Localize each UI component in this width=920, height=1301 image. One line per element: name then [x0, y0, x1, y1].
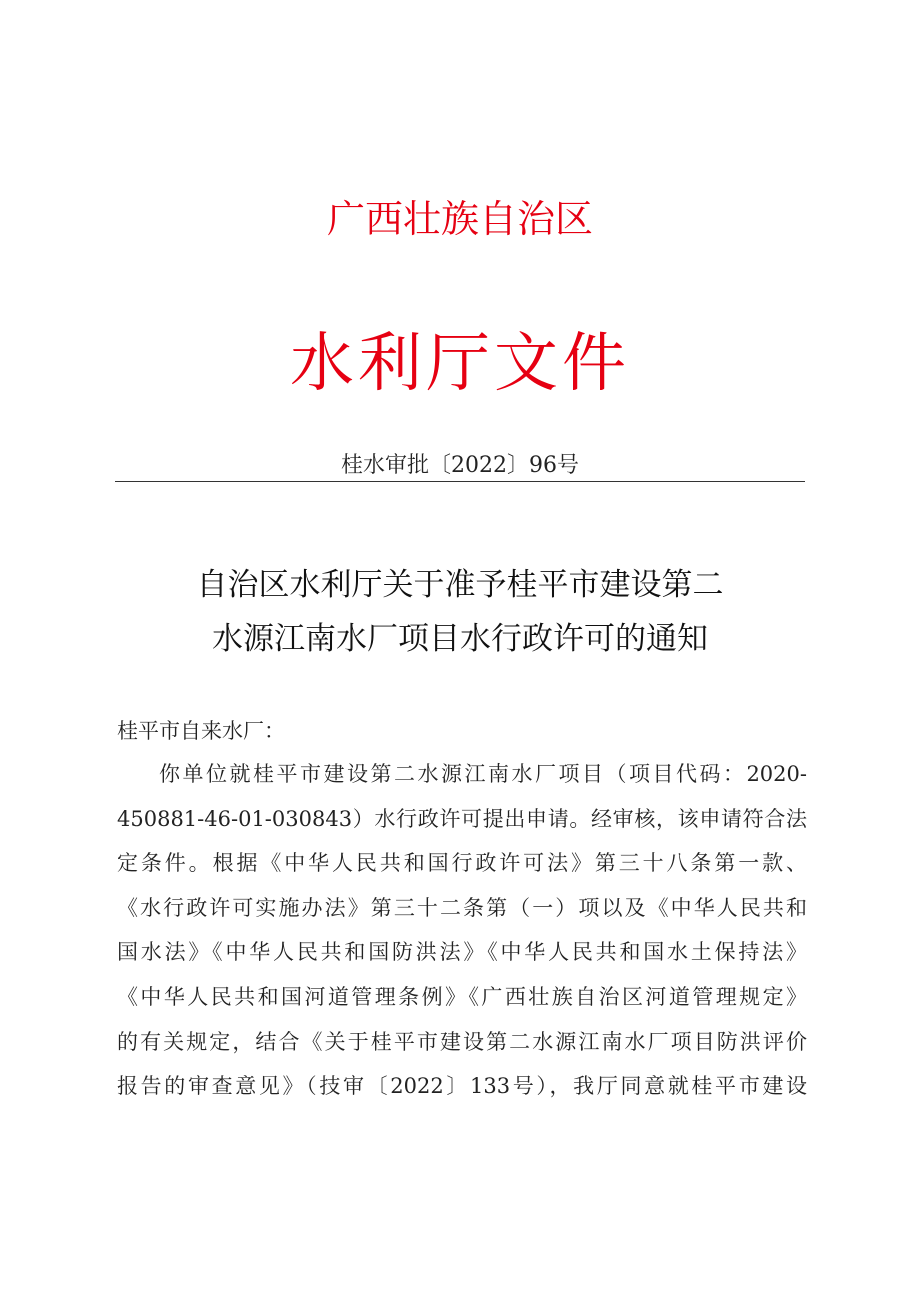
body-line: 《中华人民共和国河道管理条例》《广西壮族自治区河道管理规定》	[117, 984, 807, 1009]
body-line: 国水法》《中华人民共和国防洪法》《中华人民共和国水土保持法》	[117, 940, 807, 965]
document-number: 桂水审批〔2022〕96号	[341, 453, 579, 478]
body-line: 定条件。根据《中华人民共和国行政许可法》第三十八条第一款、	[117, 851, 807, 876]
body-line: 的有关规定，结合《关于桂平市建设第二水源江南水厂项目防洪评价	[117, 1029, 807, 1054]
issuer-name: 广西壮族自治区	[326, 197, 593, 241]
body-line: 450881-46-01-030843）水行政许可提出申请。经审核，该申请符合法	[117, 806, 807, 831]
document-title	[0, 558, 920, 666]
title-line-1: 自治区水利厅关于准予桂平市建设第二	[196, 567, 724, 603]
body-text	[117, 752, 807, 1109]
body-line: 你单位就桂平市建设第二水源江南水厂项目（项目代码：2020-	[159, 762, 807, 786]
salutation: 桂平市自来水厂：	[117, 719, 285, 743]
body-line: 《水行政许可实施办法》第三十二条第（一）项以及《中华人民共和	[117, 895, 807, 920]
body-line: 报告的审查意见》（技审〔2022〕133号），我厅同意就桂平市建设	[117, 1074, 807, 1099]
header-divider	[115, 481, 805, 482]
document-type-heading: 水利厅文件	[290, 327, 630, 401]
title-line-2: 水源江南水厂项目水行政许可的通知	[212, 621, 708, 657]
